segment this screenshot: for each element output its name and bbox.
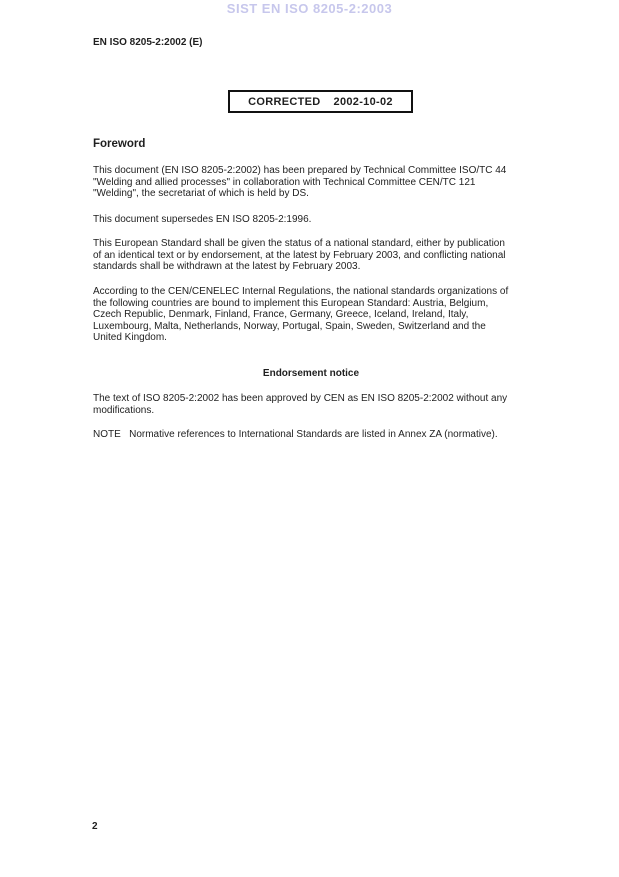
- foreword-paragraph-supersedes: This document supersedes EN ISO 8205-2:1996.: [93, 214, 312, 225]
- corrected-stamp-box: [228, 90, 413, 113]
- endorsement-paragraph-approval: The text of ISO 8205-2:2002 has been approved by CEN as EN ISO 8205-2:2002 without any modifications.: [93, 393, 508, 416]
- watermark-header: SIST EN ISO 8205-2:2003: [226, 1, 393, 16]
- foreword-heading: Foreword: [93, 138, 146, 150]
- corrected-label: CORRECTED: [248, 95, 321, 108]
- endorsement-paragraph-note: NOTE Normative references to International Standards are listed in Annex ZA (normative).: [93, 429, 498, 440]
- document-reference: EN ISO 8205-2:2002 (E): [93, 37, 203, 48]
- foreword-paragraph-countries: According to the CEN/CENELEC Internal Regulations, the national standards organizations of the following countries are bound to implement this European Standard: Austria, Belgium, Czech Republic, Denmark, Finland, France, Germany, Greece, Iceland, Ireland, Italy, Luxembourg, Malta, Netherlands, Norway, Portugal, Spain, Sweden, Switzerland and the United Kingdom.: [93, 286, 509, 343]
- foreword-paragraph-preparation: This document (EN ISO 8205-2:2002) has been prepared by Technical Committee ISO/TC 44 "Welding and allied processes" in collaboration with Technical Committee CEN/TC 121 "Welding", the secretariat of which is held by DS.: [93, 165, 507, 199]
- foreword-paragraph-status: This European Standard shall be given the status of a national standard, either by publication of an identical text or by endorsement, at the latest by February 2003, and conflicting national standards shall be withdrawn at the latest by February 2003.: [93, 238, 506, 272]
- page-number: 2: [92, 821, 98, 832]
- endorsement-notice-heading: Endorsement notice: [262, 368, 360, 379]
- corrected-date: 2002-10-02: [333, 95, 393, 108]
